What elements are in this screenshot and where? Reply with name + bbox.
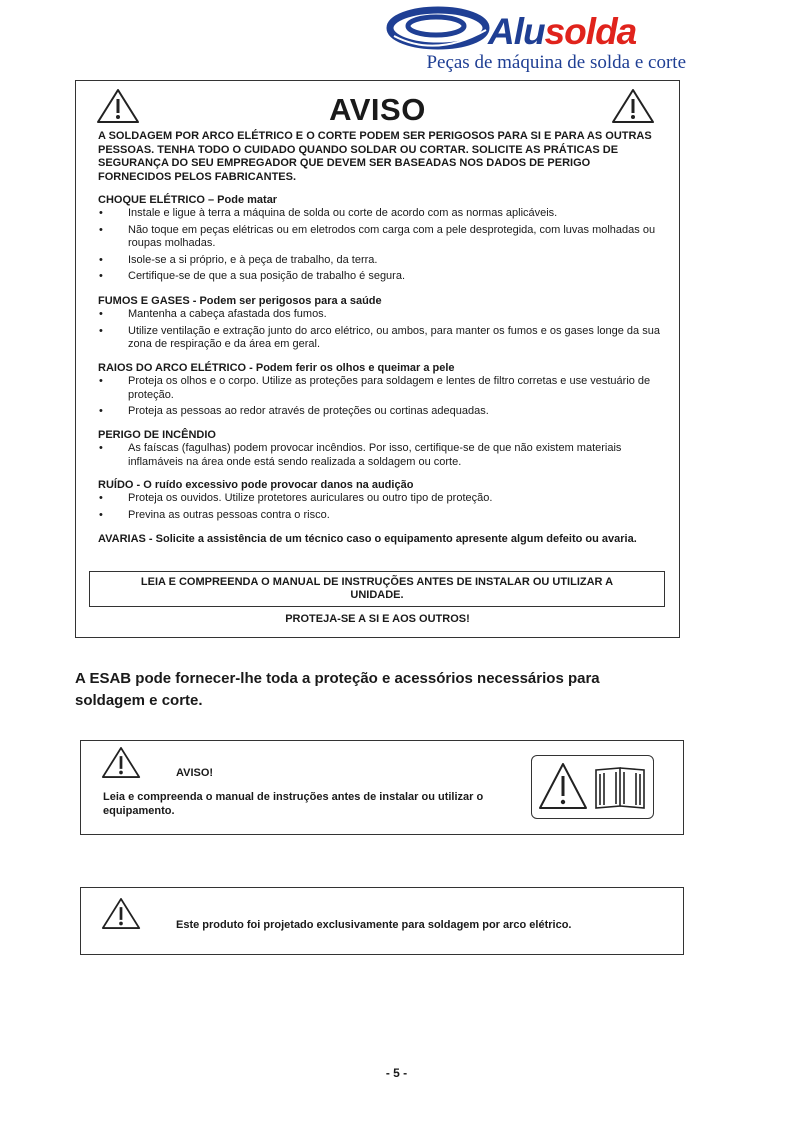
section-fire-hazard [98,428,663,472]
manual-notice-box: LEIA E COMPREENDA O MANUAL DE INSTRUÇÕES ANTES DE INSTALAR OU UTILIZAR A UNIDADE. [89,571,665,607]
swirl-logo-icon [386,6,496,52]
warning-triangle-icon [101,897,141,930]
warning-intro: A SOLDAGEM POR ARCO ELÉTRICO E O CORTE PODEM SER PERIGOSOS PARA SI E PARA AS OUTRAS PESSOAS. TENHA TODO O CUIDADO QUANDO SOLDAR OU CORTAR. SOLICITE AS PRÁTICAS DE SEGURANÇA DO SEU EMPREGADOR QUE DEVEM SER BASEADAS NOS DADOS DE PERIGO FORNECIDOS PELOS FABRICANTES. [98,130,652,183]
list-item: • As faíscas (fagulhas) podem provocar incêndios. Por isso, certifique-se de que não existem materiais inflamáveis na área onde está sendo realizada a soldagem ou corte. [98,442,663,469]
list-item: • Previna as outras pessoas contra o risco. [98,509,663,523]
manual-pictogram [531,755,654,819]
warning-title: AVISO [329,92,426,127]
list-item: • Instale e ligue à terra a máquina de solda ou corte de acordo com as normas aplicáveis. [98,207,663,221]
brand-logo [386,6,686,72]
notice-arc-welding-only [80,887,684,955]
section-heading: PERIGO DE INCÊNDIO [98,429,216,441]
protect-slogan: PROTEJA-SE A SI E AOS OUTROS! [285,613,470,625]
notice-read-manual [80,740,684,835]
section-heading: RUÍDO - O ruído excessivo pode provocar danos na audição [98,479,414,491]
section-noise [98,478,663,525]
list-item: • Proteja os ouvidos. Utilize protetores auriculares ou outro tipo de proteção. [98,492,663,506]
open-book-icon [596,768,644,808]
list-item: • Proteja as pessoas ao redor através de proteções ou cortinas adequadas. [98,405,663,419]
esab-statement: A ESAB pode fornecer-lhe toda a proteção e acessórios necessários para soldagem e corte. [75,670,600,709]
notice-title: AVISO! [176,767,214,779]
list-item: • Mantenha a cabeça afastada dos fumos. [98,308,663,322]
list-item: • Proteja os olhos e o corpo. Utilize as proteções para soldagem e lentes de filtro corretas e use vestuário de proteção. [98,375,663,402]
logo-wordmark [488,13,636,50]
list-item: • Não toque em peças elétricas ou em eletrodos com carga com a pele desprotegida, com luvas molhadas ou roupas molhadas. [98,224,663,251]
section-fumes-gases [98,294,663,355]
warning-triangle-icon [101,746,141,779]
logo-word-solda: solda [544,11,637,52]
section-electric-shock [98,193,663,287]
section-arc-rays [98,361,663,422]
list-item: • Isole-se a si próprio, e à peça de trabalho, da terra. [98,254,663,268]
warning-triangle-icon [540,764,586,808]
notice-text: Leia e compreenda o manual de instruções antes de instalar ou utilizar o equipamento. [103,791,484,817]
notice-text: Este produto foi projetado exclusivamente para soldagem por arco elétrico. [176,919,572,931]
list-item: • Certifique-se de que a sua posição de trabalho é segura. [98,270,663,284]
logo-word-alu: Alu [488,11,545,52]
section-heading: CHOQUE ELÉTRICO – Pode matar [98,194,278,206]
list-item: • Utilize ventilação e extração junto do arco elétrico, ou ambos, para manter os fumos e os gases longe da sua zona de respiração e da área em geral. [98,325,663,352]
section-heading: FUMOS E GASES - Podem ser perigosos para a saúde [98,295,382,307]
main-warning-box [75,80,680,638]
section-heading: RAIOS DO ARCO ELÉTRICO - Podem ferir os olhos e queimar a pele [98,362,455,374]
avarias-notice: AVARIAS - Solicite a assistência de um técnico caso o equipamento apresente algum defeito ou avaria. [98,533,637,545]
page-number: - 5 - [385,1066,408,1080]
logo-tagline: Peças de máquina de solda e corte [426,52,686,73]
